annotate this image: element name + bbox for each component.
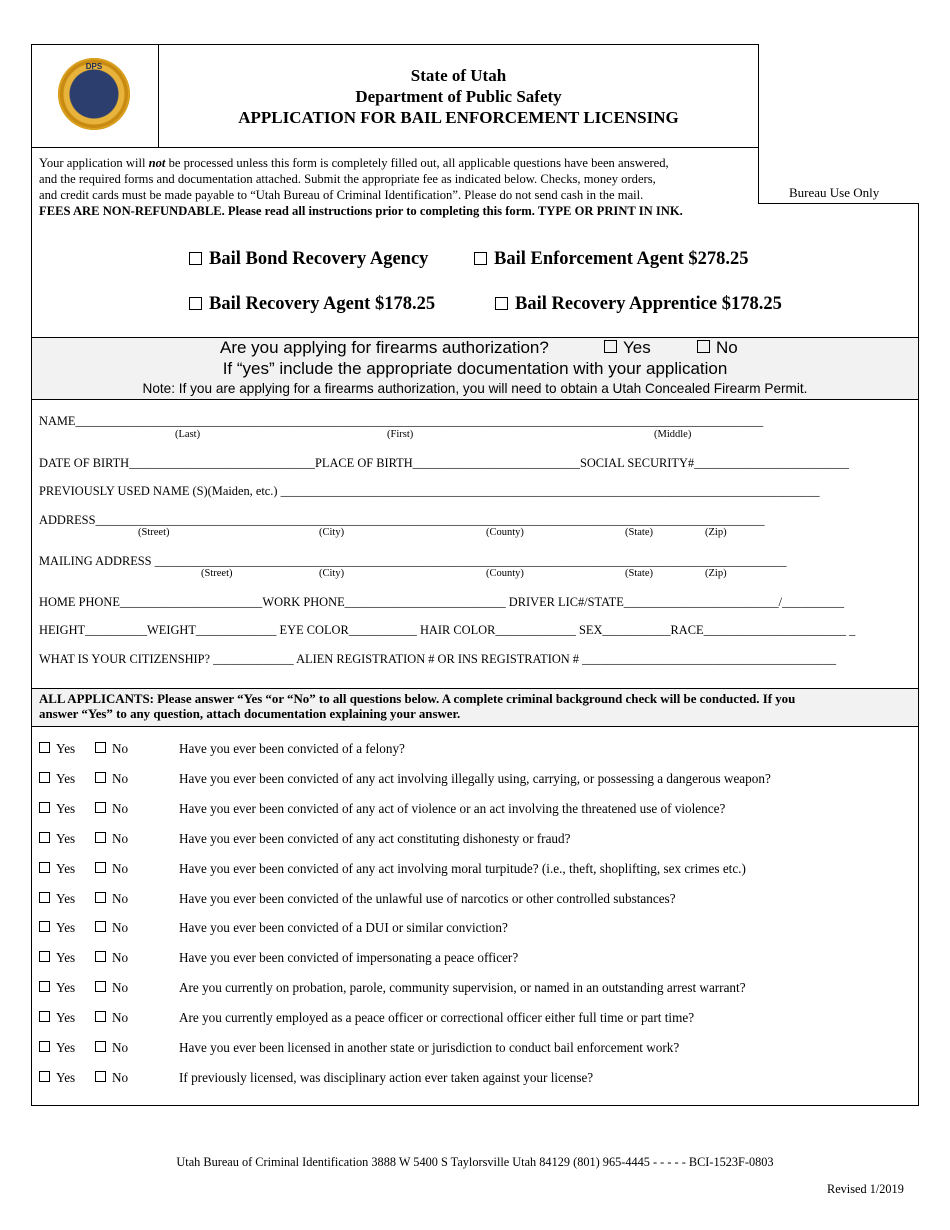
question-text: Have you ever been convicted of any act involving illegally using, carrying, or possessing a dangerous weapon? — [179, 771, 771, 786]
license-option-recovery-agency[interactable]: Bail Bond Recovery Agency — [189, 249, 428, 270]
yes-option[interactable]: Yes — [39, 1010, 75, 1026]
intro-line-3: and credit cards must be made payable to “Utah Bureau of Criminal Identification”. Please do not send cash in the mail. — [39, 188, 644, 202]
address-field[interactable]: ADDRESS____________________________________________________________________________________________________________ — [39, 513, 765, 527]
no-option[interactable]: No — [95, 950, 128, 966]
name-sub-middle: (Middle) — [654, 429, 692, 440]
checkbox[interactable] — [474, 252, 487, 265]
physical-description-field[interactable]: HEIGHT__________WEIGHT_____________ EYE COLOR___________ HAIR COLOR_____________ SEX___________RACE_______________________ _ — [39, 623, 856, 637]
yes-option[interactable]: Yes — [39, 771, 75, 787]
checkbox[interactable] — [95, 951, 106, 962]
address-sub-street: (Street) — [138, 527, 170, 538]
no-option[interactable]: No — [95, 771, 128, 787]
title-application: APPLICATION FOR BAIL ENFORCEMENT LICENSING — [238, 108, 679, 127]
checkbox[interactable] — [39, 981, 50, 992]
license-option-recovery-apprentice[interactable]: Bail Recovery Apprentice $178.25 — [495, 294, 782, 315]
previous-name-field[interactable]: PREVIOUSLY USED NAME (S)(Maiden, etc.) _______________________________________________________________________________________ — [39, 484, 820, 498]
checkbox[interactable] — [39, 951, 50, 962]
form-title — [159, 65, 758, 128]
checkbox[interactable] — [39, 1011, 50, 1022]
yes-option[interactable]: Yes — [39, 861, 75, 877]
firearms-question: Are you applying for firearms authorization? — [220, 338, 549, 357]
question-text: Are you currently on probation, parole, community supervision, or named in an outstanding arrest warrant? — [179, 980, 746, 995]
no-option[interactable]: No — [95, 861, 128, 877]
footer-address: Utah Bureau of Criminal Identification 3888 W 5400 S Taylorsville Utah 84129 (801) 965-4445 - - - - - BCI-1523F-0803 — [176, 1155, 774, 1169]
no-option[interactable]: No — [95, 1010, 128, 1026]
checkbox[interactable] — [39, 802, 50, 813]
frame-right-border — [918, 203, 919, 1106]
checkbox[interactable] — [95, 892, 106, 903]
no-option[interactable]: No — [95, 891, 128, 907]
no-option[interactable]: No — [95, 920, 128, 936]
yes-option[interactable]: Yes — [39, 920, 75, 936]
checkbox[interactable] — [39, 1041, 50, 1052]
checkbox[interactable] — [95, 981, 106, 992]
checkbox[interactable] — [95, 1071, 106, 1082]
checkbox[interactable] — [39, 1071, 50, 1082]
yes-option[interactable]: Yes — [39, 950, 75, 966]
seal-text: DPS — [85, 62, 103, 71]
checkbox[interactable] — [95, 1011, 106, 1022]
checkbox[interactable] — [39, 742, 50, 753]
dps-seal-logo — [58, 58, 130, 130]
checkbox[interactable] — [95, 772, 106, 783]
question-text: Have you ever been convicted of a DUI or similar conviction? — [179, 920, 508, 935]
all-applicants-text — [39, 692, 795, 722]
yes-option[interactable]: Yes — [39, 980, 75, 996]
no-option[interactable]: No — [95, 1040, 128, 1056]
no-option[interactable]: No — [95, 1070, 128, 1086]
question-text: Have you ever been convicted of any act of violence or an act involving the threatened use of violence? — [179, 801, 726, 816]
yes-option[interactable]: Yes — [39, 1040, 75, 1056]
firearms-instruction: If “yes” include the appropriate documentation with your application — [222, 359, 728, 378]
question-text: Have you ever been convicted of a felony? — [179, 741, 405, 756]
license-option-recovery-agent[interactable]: Bail Recovery Agent $178.25 — [189, 294, 435, 315]
question-text: Have you ever been convicted of any act constituting dishonesty or fraud? — [179, 831, 571, 846]
checkbox[interactable] — [39, 921, 50, 932]
name-sub-last: (Last) — [175, 429, 201, 440]
name-sub-first: (First) — [387, 429, 414, 440]
checkbox[interactable] — [95, 742, 106, 753]
phone-license-field[interactable]: HOME PHONE_______________________WORK PHONE__________________________ DRIVER LIC#/STATE_________________________/__________ — [39, 595, 845, 609]
checkbox[interactable] — [189, 252, 202, 265]
mailing-sub-street: (Street) — [201, 568, 233, 579]
bureau-use-label: Bureau Use Only — [789, 185, 880, 200]
all-applicants-line-1: ALL APPLICANTS: Please answer “Yes “or “No” to all questions below. A complete criminal background check will be conducted. If you — [39, 692, 796, 706]
mailing-address-field[interactable]: MAILING ADDRESS ______________________________________________________________________________________________________ — [39, 554, 787, 568]
mailing-sub-state: (State) — [625, 568, 653, 579]
checkbox[interactable] — [95, 1041, 106, 1052]
revised-date: Revised 1/2019 — [827, 1182, 904, 1196]
checkbox[interactable] — [95, 802, 106, 813]
checkbox[interactable] — [495, 297, 508, 310]
checkbox[interactable] — [189, 297, 202, 310]
name-field[interactable]: NAME_______________________________________________________________________________________________________________ — [39, 414, 764, 428]
intro-line-4: FEES ARE NON-REFUNDABLE. Please read all instructions prior to completing this form. TYPE OR PRINT IN INK. — [39, 204, 683, 218]
yes-option[interactable]: Yes — [39, 741, 75, 757]
address-sub-city: (City) — [319, 527, 345, 538]
license-option-enforcement-agent[interactable]: Bail Enforcement Agent $278.25 — [474, 249, 749, 270]
address-sub-state: (State) — [625, 527, 653, 538]
question-text: Have you ever been convicted of any act involving moral turpitude? (i.e., theft, shoplifting, sex crimes etc.) — [179, 861, 746, 876]
no-option[interactable]: No — [95, 801, 128, 817]
question-text: Are you currently employed as a peace officer or correctional officer either full time or part time? — [179, 1010, 695, 1025]
yes-option[interactable]: Yes — [39, 891, 75, 907]
intro-line-2: and the required forms and documentation attached. Submit the appropriate fee as indicated below. Checks, money orders, — [39, 172, 656, 186]
dob-pob-ssn-field[interactable]: DATE OF BIRTH______________________________PLACE OF BIRTH___________________________SOCIAL SECURITY#_________________________ — [39, 456, 849, 470]
yes-option[interactable]: Yes — [39, 831, 75, 847]
checkbox[interactable] — [39, 862, 50, 873]
checkbox[interactable] — [39, 832, 50, 843]
all-applicants-line-2: answer “Yes” to any question, attach documentation explaining your answer. — [39, 707, 461, 721]
firearms-yes-option[interactable]: Yes — [604, 338, 651, 358]
frame-bottom-border — [31, 1105, 919, 1106]
yes-option[interactable]: Yes — [39, 1070, 75, 1086]
question-text: Have you ever been convicted of the unlawful use of narcotics or other controlled substances? — [179, 891, 676, 906]
question-text: Have you ever been convicted of impersonating a peace officer? — [179, 950, 519, 965]
no-option[interactable]: No — [95, 741, 128, 757]
firearms-note: Note: If you are applying for a firearms authorization, you will need to obtain a Utah Concealed Firearm Permit. — [142, 381, 808, 396]
address-sub-zip: (Zip) — [705, 527, 727, 538]
question-text: If previously licensed, was disciplinary action ever taken against your license? — [179, 1070, 594, 1085]
mailing-sub-county: (County) — [486, 568, 524, 579]
checkbox[interactable] — [604, 340, 617, 353]
mailing-sub-zip: (Zip) — [705, 568, 727, 579]
title-department: Department of Public Safety — [355, 87, 562, 106]
yes-option[interactable]: Yes — [39, 801, 75, 817]
checkbox[interactable] — [95, 921, 106, 932]
checkbox[interactable] — [697, 340, 710, 353]
checkbox[interactable] — [39, 772, 50, 783]
title-state: State of Utah — [410, 66, 507, 85]
intro-text — [39, 155, 759, 219]
firearms-no-option[interactable]: No — [697, 338, 738, 358]
address-sub-county: (County) — [486, 527, 524, 538]
citizenship-field[interactable]: WHAT IS YOUR CITIZENSHIP? _____________ ALIEN REGISTRATION # OR INS REGISTRATION # _________________________________________ — [39, 652, 837, 666]
no-option[interactable]: No — [95, 980, 128, 996]
checkbox[interactable] — [95, 862, 106, 873]
question-text: Have you ever been licensed in another state or jurisdiction to conduct bail enforcement work? — [179, 1040, 680, 1055]
intro-line-1: Your application will not be processed unless this form is completely filled out, all applicable questions have been answered, — [39, 156, 669, 170]
mailing-sub-city: (City) — [319, 568, 345, 579]
checkbox[interactable] — [39, 892, 50, 903]
no-option[interactable]: No — [95, 831, 128, 847]
frame-left-border — [31, 148, 32, 1106]
checkbox[interactable] — [95, 832, 106, 843]
